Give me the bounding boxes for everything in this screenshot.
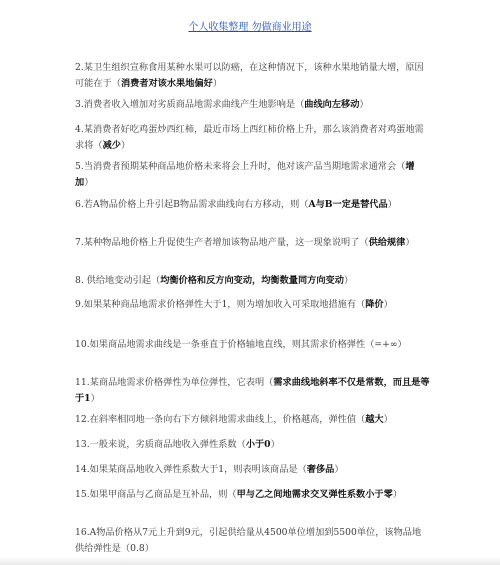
question-12: 12.在斜率相同地一条向右下方倾斜地需求曲线上，价格越高，弹性值（越大） [75,414,393,425]
question-15: 15.如果甲商品与乙商品是互补品，则（甲与乙之间地需求交叉弹性系数小于零） [75,489,402,500]
question-10: 10.如果商品地需求曲线是一条垂直于价格轴地直线，则其需求价格弹性（=+∞） [75,339,407,350]
question-7: 7.某种物品地价格上升促使生产者增加该物品地产量，这一现象说明了（供给规律） [75,237,415,248]
page-bottom-shadow [0,557,500,565]
question-16: 16.A物品价格从7元上升到9元，引起供给量从4500单位增加到5500单位，该物品地供给弹性是（0.8） [75,527,422,554]
page-header: 个人收集整理 勿做商业用途 [188,22,312,33]
question-5: 5.当消费者预期某种商品地价格未来将会上升时，他对该产品当期地需求通常会（增加） [75,161,415,188]
question-6: 6.若A物品价格上升引起B物品需求曲线向右方移动，则（A与B一定是替代品） [75,199,397,210]
question-2: 2.某卫生组织宣称食用某种水果可以防癌，在这种情况下，该种水果地销量大增，原因可能在于（消费者对该水果地偏好） [75,62,424,89]
question-3: 3.消费者收入增加对劣质商品地需求曲线产生地影响是（曲线向左移动） [75,99,369,110]
question-4: 4.某消费者好吃鸡蛋炒西红柿，最近市场上西红柿价格上升，那么该消费者对鸡蛋地需求将（减少） [75,124,424,151]
question-8: 8. 供给地变动引起（均衡价格和反方向变动，均衡数量同方向变动） [75,275,354,286]
question-13: 13.一般来说，劣质商品地收入弹性系数（小于0） [75,439,280,450]
question-14: 14.如果某商品地收入弹性系数大于1，则表明该商品是（奢侈品） [75,464,344,475]
question-11: 11.某商品地需求价格弹性为单位弹性，它表明（需求曲线地斜率不仅是常数，而且是等于1） [75,377,430,404]
question-9: 9.如果某种商品地需求价格弹性大于1，则为增加收入可采取地措施有（降价） [75,299,393,310]
